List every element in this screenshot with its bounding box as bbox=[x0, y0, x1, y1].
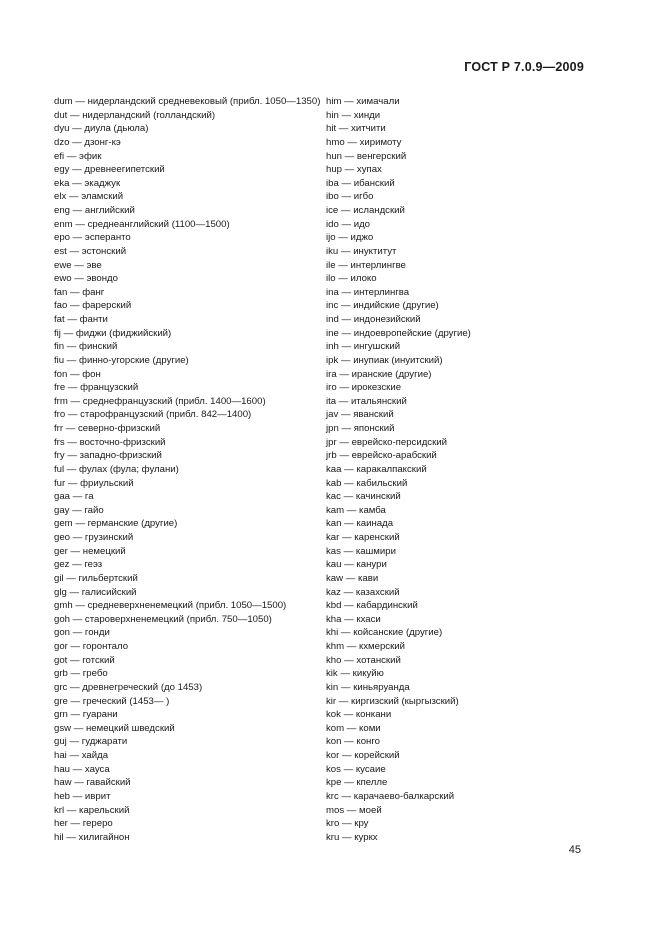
language-code-entry: kam — камба bbox=[326, 504, 386, 516]
language-code-entry: hai — хайда bbox=[54, 750, 109, 761]
language-code-entry: kaa — каракалпакский bbox=[326, 463, 427, 475]
language-code-entry: kos — кусаие bbox=[326, 763, 386, 775]
language-code-entry: kaz — казахский bbox=[326, 586, 400, 598]
language-code-entry: ind — индонезийский bbox=[326, 314, 421, 325]
language-code-entry: kik — кикуйю bbox=[326, 668, 384, 680]
language-code-entry: kar — каренский bbox=[326, 532, 400, 543]
language-code-entry: kpe — кпелле bbox=[326, 777, 388, 789]
language-code-entry: goh — староверхненемецкий (прибл. 750—1050) bbox=[54, 613, 272, 625]
language-code-entry: eka — экаджук bbox=[54, 177, 121, 189]
language-code-entry: jpn — японский bbox=[326, 423, 395, 434]
language-code-entry: ger — немецкий bbox=[54, 545, 126, 557]
language-code-entry: gor — горонтало bbox=[54, 641, 129, 652]
language-code-entry: grn — гуарани bbox=[54, 709, 118, 721]
language-code-entry: ile — интерлингве bbox=[326, 259, 406, 271]
language-code-entry: ido — идо bbox=[326, 218, 371, 230]
language-code-entry: kru — куркх bbox=[326, 831, 378, 843]
language-code-entry: frs — восточно-фризский bbox=[54, 436, 166, 448]
language-code-entry: fan — фанг bbox=[54, 286, 105, 298]
language-code-entry: fro — старофранцузский (прибл. 842—1400) bbox=[54, 409, 252, 421]
language-code-entry: kac — качинский bbox=[326, 491, 401, 503]
language-code-entry: mos — моей bbox=[326, 804, 382, 816]
language-code-entry: frm — среднефранцузский (прибл. 1400—1600) bbox=[54, 395, 266, 407]
language-code-entry: hun — венгерский bbox=[326, 150, 407, 162]
language-code-entry: iro — ирокезские bbox=[326, 382, 402, 394]
language-code-entry: inh — ингушский bbox=[326, 341, 401, 353]
language-code-entry: ice — исландский bbox=[326, 205, 405, 216]
language-code-entry: kan — каинада bbox=[326, 518, 394, 530]
language-code-entry: ilo — илоко bbox=[326, 273, 377, 285]
language-code-entry: got — готский bbox=[54, 654, 115, 666]
language-code-entry: haw — гавайский bbox=[54, 777, 131, 789]
language-code-entry: gre — греческий (1453— ) bbox=[54, 695, 170, 707]
language-code-entry: ewe — эве bbox=[54, 259, 102, 271]
language-code-entry: gay — гайо bbox=[54, 504, 104, 516]
language-code-entry: hit — хитчити bbox=[326, 123, 386, 135]
language-code-entry: him — химачали bbox=[326, 96, 400, 107]
language-code-entry: gez — геэз bbox=[54, 559, 103, 571]
language-code-entry: iku — инуктитут bbox=[326, 245, 397, 257]
language-code-entry: hau — хауса bbox=[54, 763, 110, 775]
left-column-list bbox=[54, 95, 320, 844]
language-code-entry: fre — французский bbox=[54, 382, 139, 394]
language-code-entry: ira — иранские (другие) bbox=[326, 368, 432, 380]
language-code-entry: ijo — иджо bbox=[326, 232, 374, 244]
language-code-entry: enm — среднеанглийский (1100—1500) bbox=[54, 218, 230, 230]
language-code-entry: fon — фон bbox=[54, 368, 101, 380]
language-code-entry: gon — гонди bbox=[54, 627, 110, 639]
language-code-entry: fur — фриульский bbox=[54, 477, 134, 489]
language-code-entry: inc — индийские (другие) bbox=[326, 300, 439, 312]
language-code-entry: grc — древнегреческий (до 1453) bbox=[54, 681, 203, 693]
language-code-entry: jrb — еврейско-арабский bbox=[326, 450, 437, 462]
language-code-entry: ita — итальянский bbox=[326, 395, 407, 407]
language-code-entry: guj — гуджарати bbox=[54, 736, 128, 748]
language-code-entry: dum — нидерландский средневековый (прибл. 1050—1350) bbox=[54, 96, 321, 107]
language-code-entry: ewo — эвондо bbox=[54, 273, 118, 285]
language-code-entry: frr — северно-фризский bbox=[54, 423, 161, 434]
language-code-entry: kas — кашмири bbox=[326, 545, 396, 557]
language-code-entry: grb — гребо bbox=[54, 668, 108, 680]
language-code-entry: kaw — кави bbox=[326, 572, 379, 584]
language-code-entry: krl — карельский bbox=[54, 804, 130, 816]
language-code-entry: kok — конкани bbox=[326, 709, 392, 721]
language-code-entry: kho — хотанский bbox=[326, 654, 401, 666]
language-code-entry: fao — фарерский bbox=[54, 300, 132, 312]
language-code-entry: kon — конго bbox=[326, 736, 380, 748]
language-code-entry: kbd — кабардинский bbox=[326, 600, 418, 612]
document-header: ГОСТ Р 7.0.9—2009 bbox=[464, 60, 584, 74]
language-code-entry: fat — фанти bbox=[54, 314, 108, 325]
language-code-entry: fiu — финно-угорские (другие) bbox=[54, 354, 189, 366]
language-code-entry: krc — карачаево-балкарский bbox=[326, 790, 455, 802]
page-number: 45 bbox=[568, 844, 581, 856]
language-code-entry: dyu — диула (дьюла) bbox=[54, 123, 149, 135]
language-code-entry: geo — грузинский bbox=[54, 532, 134, 543]
language-code-entry: dut — нидерландский (голландский) bbox=[54, 109, 216, 121]
language-code-entry: kor — корейский bbox=[326, 750, 400, 761]
language-code-entry: gem — германские (другие) bbox=[54, 518, 178, 530]
language-code-entry: gmh — средневерхненемецкий (прибл. 1050—1500) bbox=[54, 600, 287, 612]
language-code-entry: hil — хилигайнон bbox=[54, 831, 130, 843]
language-code-entry: gsw — немецкий шведский bbox=[54, 722, 175, 734]
language-code-entry: kau — канури bbox=[326, 559, 387, 571]
language-code-entry: fin — финский bbox=[54, 341, 118, 353]
language-code-entry: jav — яванский bbox=[326, 409, 394, 421]
language-code-entry: egy — древнеегипетский bbox=[54, 164, 165, 176]
language-code-entry: ina — интерлингва bbox=[326, 286, 410, 298]
language-code-entry: dzo — дзонг-кэ bbox=[54, 136, 121, 148]
language-code-entry: epo — эсперанто bbox=[54, 232, 131, 244]
language-code-entry: ipk — инупиак (инуитский) bbox=[326, 354, 443, 366]
language-code-entry: kin — киньяруанда bbox=[326, 681, 410, 693]
language-code-entry: hup — хупах bbox=[326, 164, 382, 176]
language-code-entry: fry — западно-фризский bbox=[54, 450, 162, 462]
language-code-entry: kha — кхаси bbox=[326, 613, 381, 625]
language-code-entry: ful — фулах (фула; фулани) bbox=[54, 463, 179, 475]
language-code-entry: heb — иврит bbox=[54, 790, 111, 802]
language-code-entry: fij — фиджи (фиджийский) bbox=[54, 327, 172, 339]
language-code-entry: her — гереро bbox=[54, 818, 113, 830]
language-code-entry: glg — галисийский bbox=[54, 586, 137, 598]
language-code-entry: kab — кабильский bbox=[326, 477, 408, 489]
language-code-entry: efi — эфик bbox=[54, 150, 102, 162]
language-code-entry: iba — ибанский bbox=[326, 177, 395, 189]
language-code-entry: gaa — га bbox=[54, 491, 94, 503]
language-code-entry: hmo — хиримоту bbox=[326, 136, 402, 148]
language-code-entry: khi — койсанские (другие) bbox=[326, 627, 443, 639]
language-code-entry: est — эстонский bbox=[54, 245, 127, 257]
language-code-entry: eng — английский bbox=[54, 205, 135, 216]
language-code-entry: jpr — еврейско-персидский bbox=[326, 436, 448, 448]
language-code-entry: khm — кхмерский bbox=[326, 641, 406, 652]
language-code-entry: ibo — игбо bbox=[326, 191, 374, 203]
right-column-list bbox=[326, 95, 471, 844]
language-code-entry: hin — хинди bbox=[326, 109, 381, 121]
language-code-entry: elx — эламский bbox=[54, 191, 124, 203]
language-code-entry: gil — гильбертский bbox=[54, 572, 138, 584]
language-code-entry: ine — индоевропейские (другие) bbox=[326, 327, 471, 339]
language-code-entry: kro — кру bbox=[326, 818, 369, 830]
language-code-entry: kom — коми bbox=[326, 722, 381, 734]
language-code-entry: kir — киргизский (кыргызский) bbox=[326, 695, 459, 707]
